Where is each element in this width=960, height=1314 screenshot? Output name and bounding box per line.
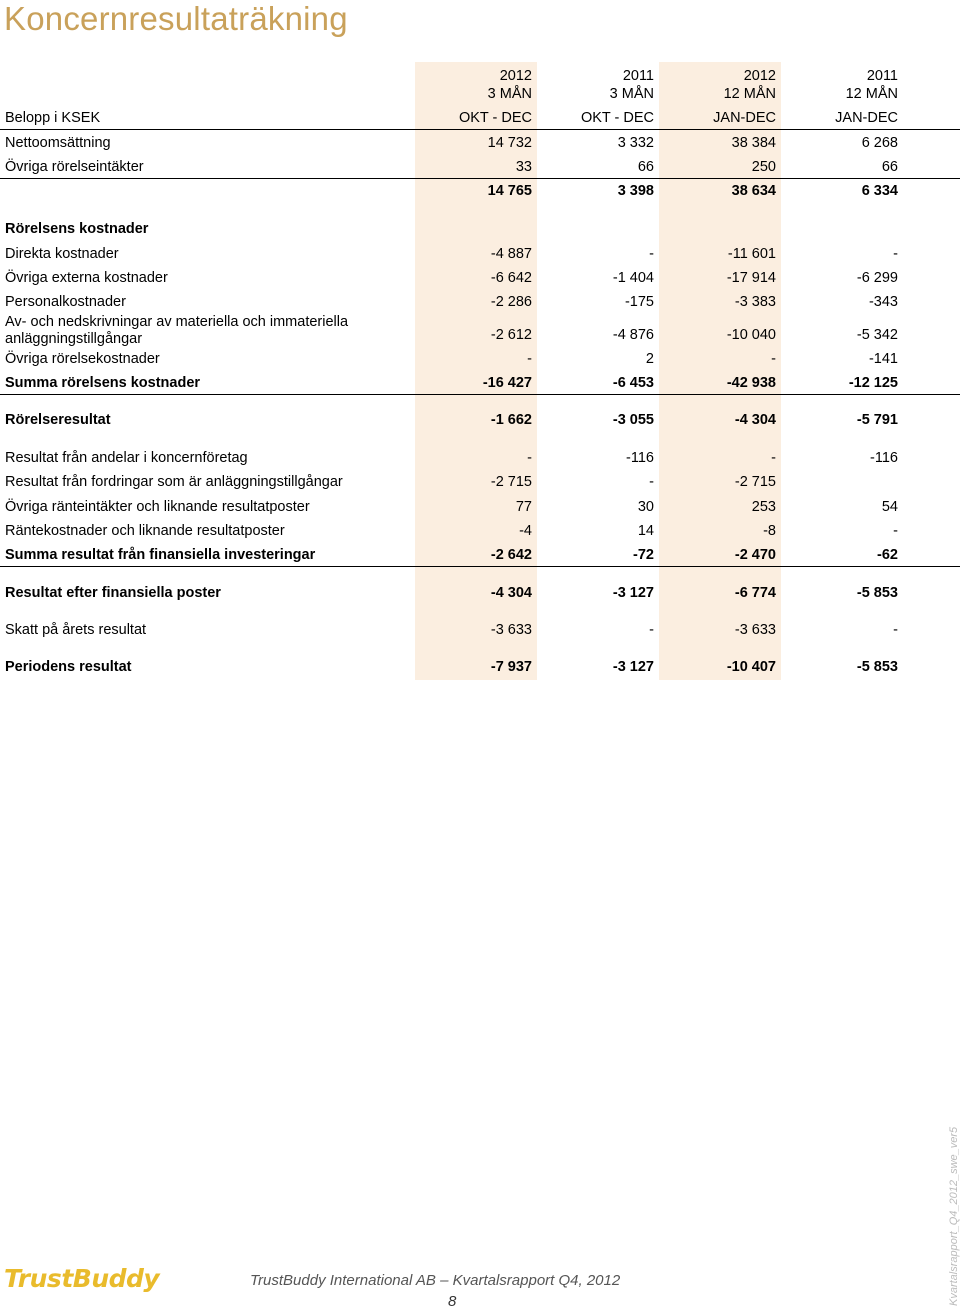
row-label: Resultat från andelar i koncernföretag	[5, 450, 248, 466]
cell-value: -2 715	[490, 474, 532, 490]
header-period: JAN-DEC	[835, 110, 898, 126]
cell-value: 253	[751, 499, 776, 515]
cell-value: -4 304	[734, 412, 776, 428]
cell-value: -4 876	[612, 327, 654, 343]
result-row	[0, 408, 960, 432]
cell-value: -6 299	[856, 270, 898, 286]
result-row	[0, 655, 960, 679]
cell-value: -	[771, 450, 776, 466]
cell-value: -4 304	[490, 585, 532, 601]
cell-value: -5 853	[856, 659, 898, 675]
cell-value: -	[893, 622, 898, 638]
row-label: Periodens resultat	[5, 659, 132, 675]
cell-value: -6 453	[612, 375, 654, 391]
cell-value: -10 040	[726, 327, 776, 343]
cell-value: 38 634	[731, 183, 776, 199]
row-label: Summa resultat från finansiella investeringar	[5, 547, 316, 563]
cell-value: -5 342	[856, 327, 898, 343]
header-period: OKT - DEC	[458, 110, 532, 126]
cell-value: 77	[515, 499, 532, 515]
cell-value: -2 612	[490, 327, 532, 343]
cell-value: 33	[515, 159, 532, 175]
table-row	[0, 470, 960, 494]
subtotal-row	[0, 543, 960, 567]
table-row	[0, 266, 960, 290]
cell-value: -4 887	[490, 246, 532, 262]
cell-value: -4	[519, 523, 532, 539]
cell-value: -2 286	[490, 294, 532, 310]
cell-value: -	[771, 351, 776, 367]
header-row	[0, 106, 960, 130]
cell-value: 3 398	[617, 183, 654, 199]
cell-value: -141	[868, 351, 898, 367]
cell-value: -116	[626, 450, 654, 466]
cell-value: -	[649, 474, 654, 490]
section-heading-row	[0, 217, 960, 241]
amount-unit-label: Belopp i KSEK	[5, 110, 101, 126]
cell-value: 30	[637, 499, 654, 515]
header-months: 12 MÅN	[845, 86, 898, 102]
cell-value: -10 407	[726, 659, 776, 675]
cell-value: -	[893, 246, 898, 262]
cell-value: 38 384	[731, 135, 776, 151]
cell-value: 66	[881, 159, 898, 175]
cell-value: -42 938	[726, 375, 776, 391]
row-label	[5, 314, 348, 348]
table-row	[0, 618, 960, 642]
row-label-line: Av- och nedskrivningar av materiella och immateriella	[5, 314, 349, 330]
row-label: Övriga ränteintäkter och liknande resultatposter	[5, 499, 310, 515]
cell-value: 3 332	[617, 135, 654, 151]
cell-value: -3 127	[612, 659, 654, 675]
footer-text: TrustBuddy International AB – Kvartalsrapport Q4, 2012	[250, 1272, 621, 1289]
cell-value: -8	[763, 523, 776, 539]
section-heading: Rörelsens kostnader	[5, 221, 149, 237]
cell-value: -7 937	[490, 659, 532, 675]
company-logo: TrustBuddy	[4, 1264, 160, 1293]
cell-value: -3 127	[612, 585, 654, 601]
row-label: Rörelseresultat	[5, 412, 111, 428]
table-row	[0, 290, 960, 314]
header-months: 3 MÅN	[487, 86, 532, 102]
cell-value: -	[893, 523, 898, 539]
document-version-label: Kvartalsrapport_Q4_2012_swe_ver5	[948, 1126, 960, 1306]
cell-value: 6 268	[861, 135, 898, 151]
table-row	[0, 314, 960, 348]
cell-value: 14 732	[487, 135, 532, 151]
cell-value: 14	[637, 523, 654, 539]
cell-value: 2	[645, 351, 654, 367]
row-label: Skatt på årets resultat	[5, 622, 147, 638]
cell-value: -3 633	[734, 622, 776, 638]
cell-value: -5 853	[856, 585, 898, 601]
cell-value: 6 334	[861, 183, 898, 199]
table-row	[0, 446, 960, 470]
row-label: Direkta kostnader	[5, 246, 119, 262]
cell-value: -17 914	[726, 270, 776, 286]
cell-value: -3 055	[612, 412, 654, 428]
row-label: Räntekostnader och liknande resultatposter	[5, 523, 285, 539]
table-row	[0, 519, 960, 543]
row-label: Övriga rörelsekostnader	[5, 351, 160, 367]
table-row	[0, 347, 960, 371]
row-label: Övriga externa kostnader	[5, 270, 168, 286]
cell-value: -3 633	[490, 622, 532, 638]
cell-value: 66	[637, 159, 654, 175]
subtotal-row	[0, 371, 960, 395]
cell-value: -11 601	[727, 246, 776, 262]
cell-value: -62	[877, 547, 898, 563]
cell-value: -72	[633, 547, 654, 563]
cell-value: -6 774	[734, 585, 776, 601]
header-period: JAN-DEC	[713, 110, 776, 126]
cell-value: -1 662	[490, 412, 532, 428]
row-label-line: anläggningstillgångar	[5, 331, 143, 347]
cell-value: -	[649, 622, 654, 638]
table-row	[0, 131, 960, 155]
cell-value: -175	[624, 294, 654, 310]
row-label: Summa rörelsens kostnader	[5, 375, 201, 391]
page-number: 8	[448, 1293, 457, 1310]
header-year: 2012	[499, 68, 532, 84]
cell-value: -5 791	[856, 412, 898, 428]
cell-value: 14 765	[487, 183, 532, 199]
header-year: 2011	[622, 68, 654, 84]
cell-value: -	[527, 450, 532, 466]
cell-value: -	[649, 246, 654, 262]
cell-value: -16 427	[482, 375, 532, 391]
cell-value: -3 383	[734, 294, 776, 310]
header-year: 2012	[743, 68, 776, 84]
cell-value: -2 642	[490, 547, 532, 563]
table-row	[0, 155, 960, 179]
row-label: Nettoomsättning	[5, 135, 111, 151]
table-row	[0, 242, 960, 266]
table-row	[0, 495, 960, 519]
cell-value: -1 404	[612, 270, 654, 286]
header-year: 2011	[866, 68, 898, 84]
row-label: Resultat efter finansiella poster	[5, 585, 221, 601]
subtotal-row	[0, 179, 960, 203]
header-months: 12 MÅN	[723, 86, 776, 102]
header-months: 3 MÅN	[609, 86, 654, 102]
cell-value: -12 125	[848, 375, 898, 391]
cell-value: 250	[751, 159, 776, 175]
cell-value: 54	[881, 499, 898, 515]
cell-value: -2 715	[734, 474, 776, 490]
cell-value: -6 642	[490, 270, 532, 286]
row-label: Övriga rörelseintäkter	[5, 159, 144, 175]
row-label: Resultat från fordringar som är anläggningstillgångar	[5, 474, 343, 490]
cell-value: -	[527, 351, 532, 367]
header-period: OKT - DEC	[580, 110, 654, 126]
cell-value: -2 470	[734, 547, 776, 563]
row-label: Personalkostnader	[5, 294, 126, 310]
cell-value: -343	[868, 294, 898, 310]
cell-value: -116	[870, 450, 898, 466]
page-title: Koncernresultaträkning	[4, 0, 348, 37]
result-row	[0, 581, 960, 605]
